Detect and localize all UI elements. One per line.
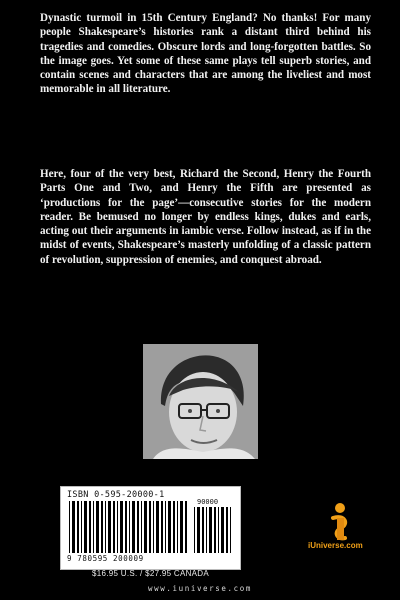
barcode-bar xyxy=(101,501,103,553)
blurb-paragraph-1: Dynastic turmoil in 15th Century England? No thanks! For many people Shakespeare’s histories rank a distant third behind his tragedies and comedies. Obscure lords and long-forgotten battles. So the image goes. Yet some of these same plays tell superb stories, and contain scenes and characters that are among the liveliest and most memorable in all literature. xyxy=(40,12,371,96)
barcode-bar xyxy=(156,501,159,553)
author-photo xyxy=(143,344,258,459)
barcode-bar xyxy=(226,507,228,553)
barcode-bar xyxy=(89,501,91,553)
barcode-bar xyxy=(209,507,212,553)
barcode-bar xyxy=(93,501,94,553)
price-text: $16.95 U.S. / $27.95 CANADA xyxy=(91,569,210,578)
barcode-bar xyxy=(120,501,123,553)
barcode-bar xyxy=(149,501,151,553)
barcode-bar xyxy=(129,501,130,553)
barcode-bar xyxy=(132,501,135,553)
ean-digits: 9 780595 200009 xyxy=(67,554,144,563)
barcode-bar xyxy=(137,501,139,553)
barcode-bar xyxy=(69,501,70,553)
ean-barcode xyxy=(69,501,189,553)
barcode-bar xyxy=(72,501,75,553)
barcode-bar xyxy=(108,501,111,553)
barcode-bar xyxy=(168,501,171,553)
website-url: www.iuniverse.com xyxy=(148,584,252,593)
barcode-bar xyxy=(161,501,163,553)
barcode-panel xyxy=(60,486,241,570)
barcode-bar xyxy=(173,501,175,553)
barcode-bar xyxy=(153,501,154,553)
addon-digits: 90000 xyxy=(197,498,219,506)
barcode-bar xyxy=(194,507,195,553)
barcode-bar xyxy=(180,501,183,553)
barcode-bar xyxy=(214,507,216,553)
addon-barcode xyxy=(194,507,234,553)
barcode-bar xyxy=(96,501,99,553)
barcode-bar xyxy=(84,501,87,553)
barcode-bar xyxy=(125,501,127,553)
barcode-bar xyxy=(185,501,187,553)
barcode-bar xyxy=(197,507,200,553)
barcode-bar xyxy=(113,501,115,553)
barcode-bar xyxy=(117,501,118,553)
barcode-bar xyxy=(144,501,147,553)
barcode-bar xyxy=(218,507,219,553)
barcode-bar xyxy=(221,507,224,553)
barcode-bar xyxy=(105,501,106,553)
barcode-bar xyxy=(81,501,82,553)
barcode-bar xyxy=(202,507,204,553)
barcode-bar xyxy=(77,501,79,553)
barcode-bar xyxy=(141,501,142,553)
barcode-bar xyxy=(230,507,231,553)
blurb-paragraph-2: Here, four of the very best, Richard the Second, Henry the Fourth Parts One and Two, and Henry the Fifth are presented as ‘productions for the page’—consecutive stories for the modern reader. Be bemused no longer by endless kings, dukes and earls, acting out their arguments in iambic verse. Follow instead, as if in the midst of events, Shakespeare’s masterly unfolding of a classic pattern of revolution, suppression of enemies, and conquest abroad. xyxy=(40,168,371,266)
barcode-bar xyxy=(165,501,166,553)
barcode-bar xyxy=(206,507,207,553)
publisher-logo-text: iUniverse.com xyxy=(308,541,363,550)
barcode-bar xyxy=(177,501,178,553)
isbn-label: ISBN 0-595-20000-1 xyxy=(67,490,165,500)
